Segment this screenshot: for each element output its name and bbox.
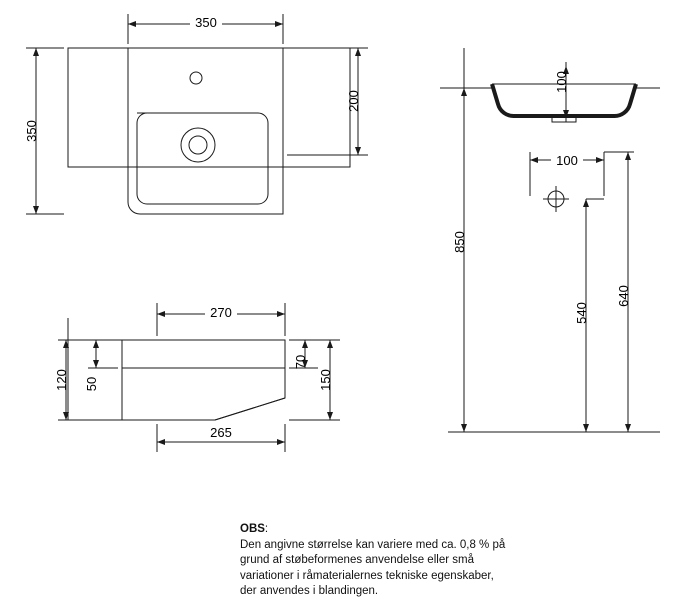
dim-front-100-h: 100	[556, 153, 578, 168]
note-line-3: variationer i råmaterialernes tekniske egenskaber,	[240, 569, 494, 582]
side-dim-50	[88, 340, 118, 368]
note-block	[240, 522, 570, 600]
dim-front-100-v: 100	[554, 71, 569, 93]
note-heading-colon: :	[264, 523, 269, 535]
side-view-outline	[68, 318, 285, 420]
front-view-tap-hole	[543, 186, 569, 212]
dim-side-120: 120	[54, 369, 69, 391]
dim-side-270: 270	[210, 305, 232, 320]
note-line-1: Den angivne størrelse kan variere med ca. 0,8 % på	[240, 538, 506, 551]
note-heading: OBS	[240, 523, 265, 535]
dim-side-70: 70	[293, 354, 308, 370]
front-view-outline	[440, 48, 660, 432]
note-line-4: der anvendes i blandingen.	[240, 585, 379, 597]
top-view-outline	[68, 48, 350, 214]
dim-top-350-h: 350	[195, 15, 217, 30]
dim-front-640: 640	[616, 285, 631, 307]
dim-side-150: 150	[318, 369, 333, 391]
dim-front-850: 850	[452, 231, 467, 253]
dim-top-350-v: 350	[24, 120, 39, 142]
dim-top-200: 200	[346, 90, 361, 112]
dim-front-540: 540	[574, 302, 589, 324]
note-line-2: grund af støbeformenes anvendelse eller små	[240, 554, 474, 566]
dim-side-265: 265	[210, 425, 232, 440]
dim-side-50: 50	[84, 376, 99, 392]
note-heading-line	[240, 522, 570, 538]
